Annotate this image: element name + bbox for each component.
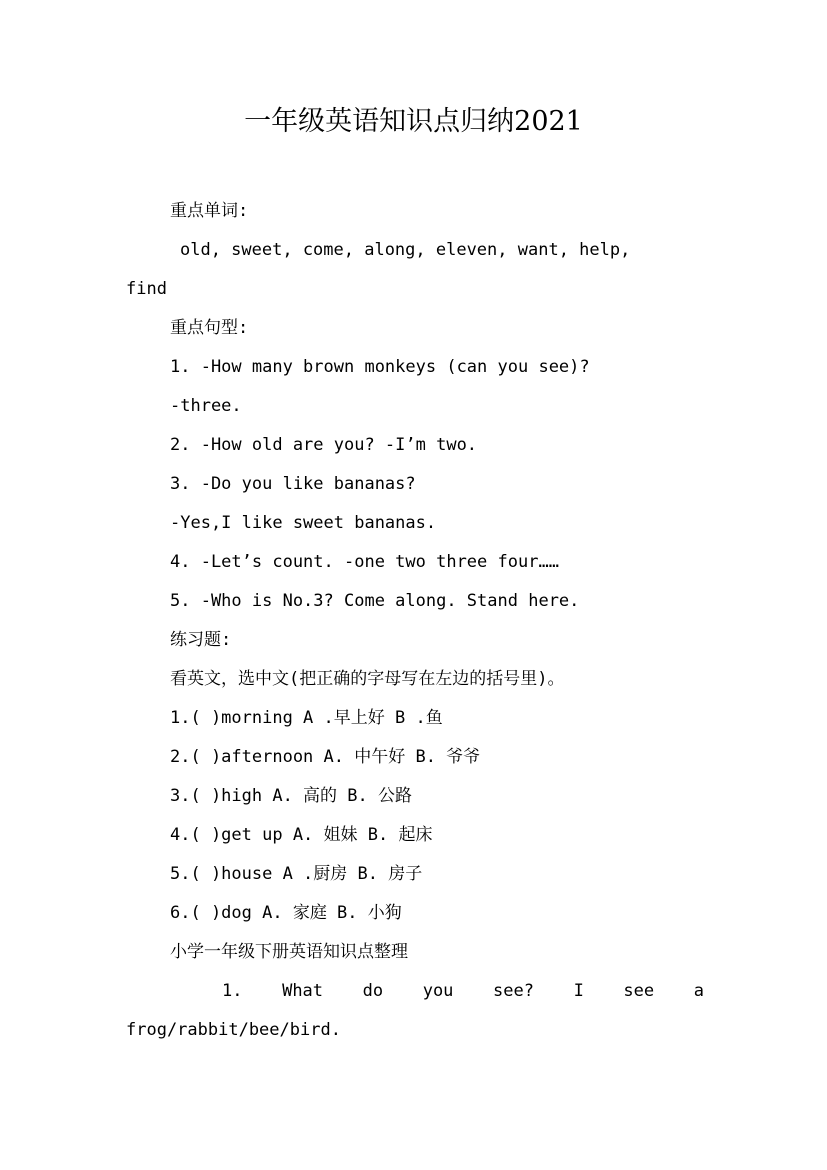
- exercise-item: 4.( )get up A. 姐妹 B. 起床: [170, 825, 433, 845]
- document-body: [126, 192, 704, 1050]
- sentence-line: 5. -Who is No.3? Come along. Stand here.: [170, 591, 580, 611]
- sentence-word: 1.: [222, 981, 243, 1001]
- section-sentence-continuation: frog/rabbit/bee/bird.: [126, 1020, 341, 1040]
- key-words-heading: 重点单词:: [170, 201, 249, 221]
- exercise-item: 5.( )house A .厨房 B. 房子: [170, 864, 423, 884]
- exercise-heading: 练习题:: [170, 630, 232, 650]
- sentence-word: a: [693, 981, 704, 1001]
- sentence-word: see?: [493, 981, 534, 1001]
- exercise-item: 1.( )morning A .早上好 B .鱼: [170, 708, 443, 728]
- document-title: 一年级英语知识点归纳2021: [244, 106, 583, 137]
- section-heading: 小学一年级下册英语知识点整理: [170, 942, 408, 962]
- sentence-word: do: [362, 981, 384, 1001]
- sentence-line: 2. -How old are you? -I’m two.: [170, 435, 478, 455]
- sentence-line: -Yes,I like sweet bananas.: [170, 513, 437, 533]
- exercise-item: 3.( )high A. 高的 B. 公路: [170, 786, 412, 806]
- exercise-instruction: 看英文，选中文(把正确的字母写在左边的括号里)。: [170, 669, 565, 689]
- exercise-item: 2.( )afternoon A. 中午好 B. 爷爷: [170, 747, 481, 767]
- sentence-word: see: [623, 981, 655, 1001]
- sentence-line: 4. -Let’s count. -one two three four……: [170, 552, 559, 572]
- exercise-item: 6.( )dog A. 家庭 B. 小狗: [170, 903, 402, 923]
- key-words-line: find: [126, 279, 167, 299]
- sentence-line: 3. -Do you like bananas?: [170, 474, 416, 494]
- sentence-line: 1. -How many brown monkeys (can you see)?: [170, 357, 590, 377]
- sentence-line: -three.: [170, 396, 242, 416]
- key-sentences-heading: 重点句型:: [170, 318, 249, 338]
- sentence-word: What: [282, 981, 324, 1001]
- sentence-word: I: [573, 981, 584, 1001]
- key-words-line: old, sweet, come, along, eleven, want, help,: [180, 240, 631, 260]
- section-sentence-line: [126, 972, 704, 1011]
- sentence-word: you: [422, 981, 454, 1001]
